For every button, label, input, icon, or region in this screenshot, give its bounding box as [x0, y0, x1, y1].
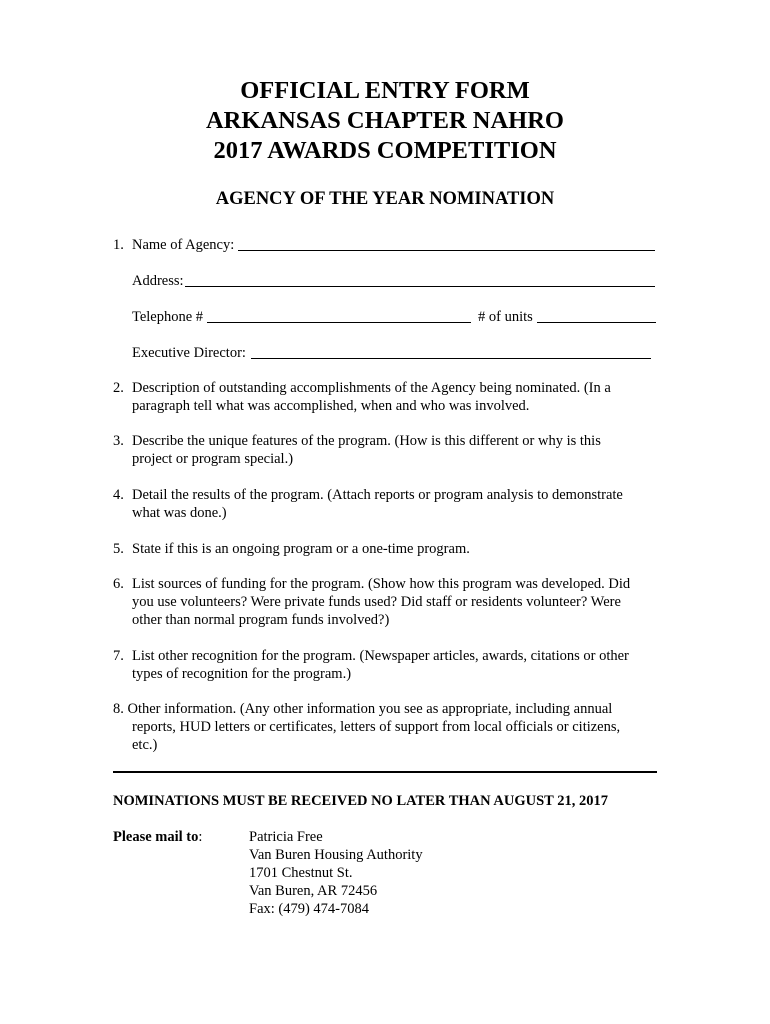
- item-8-text-line-3: etc.): [132, 737, 158, 753]
- item-7-text-line-2: types of recognition for the program.): [132, 666, 352, 682]
- item-3-number: 3.: [113, 433, 124, 449]
- item-7-number: 7.: [113, 648, 124, 664]
- mail-address-line-1: Patricia Free: [249, 829, 323, 845]
- mail-address-line-2: Van Buren Housing Authority: [249, 847, 423, 863]
- mail-address-line-3: 1701 Chestnut St.: [249, 865, 353, 881]
- mail-to-colon: :: [198, 829, 203, 845]
- item-5-number: 5.: [113, 541, 124, 557]
- address-field[interactable]: [185, 286, 655, 287]
- mail-address-line-4: Van Buren, AR 72456: [249, 883, 378, 899]
- mail-to-label: [113, 828, 202, 846]
- item-2-number: 2.: [113, 380, 124, 396]
- item-4-text-line-2: what was done.): [132, 505, 227, 521]
- form-subtitle: AGENCY OF THE YEAR NOMINATION: [215, 189, 555, 209]
- item-6-number: 6.: [113, 576, 124, 592]
- executive-director-field[interactable]: [251, 358, 651, 359]
- form-title-line-1: OFFICIAL ENTRY FORM: [240, 77, 530, 104]
- item-3-text-line-1: Describe the unique features of the program. (How is this different or why is this: [132, 433, 601, 449]
- item-2-text-line-1: Description of outstanding accomplishments of the Agency being nominated. (In a: [132, 380, 611, 396]
- item-4-number: 4.: [113, 487, 124, 503]
- item-5-text-line-1: State if this is an ongoing program or a one-time program.: [132, 541, 470, 557]
- item-6-text-line-3: other than normal program funds involved?): [132, 612, 390, 628]
- deadline-notice: NOMINATIONS MUST BE RECEIVED NO LATER THAN AUGUST 21, 2017: [113, 793, 608, 809]
- mail-to-label-text: Please mail to: [113, 829, 199, 845]
- agency-name-field[interactable]: [238, 250, 655, 251]
- item-6-text-line-2: you use volunteers? Were private funds used? Did staff or residents volunteer? Were: [132, 594, 621, 610]
- form-title-line-3: 2017 AWARDS COMPETITION: [213, 137, 557, 164]
- address-label: Address:: [132, 273, 184, 289]
- section-divider: [113, 771, 657, 773]
- mail-fax-line: Fax: (479) 474-7084: [249, 901, 370, 917]
- executive-director-label: Executive Director:: [132, 345, 246, 361]
- item-2-text-line-2: paragraph tell what was accomplished, when and who was involved.: [132, 398, 530, 414]
- item-6-text-line-1: List sources of funding for the program. (Show how this program was developed. Did: [132, 576, 631, 592]
- item-3-text-line-2: project or program special.): [132, 451, 294, 467]
- item-7-text-line-1: List other recognition for the program. (Newspaper articles, awards, citations or other: [132, 648, 629, 664]
- form-title-line-2: ARKANSAS CHAPTER NAHRO: [205, 107, 564, 134]
- item-4-text-line-1: Detail the results of the program. (Attach reports or program analysis to demonstrate: [132, 487, 623, 503]
- agency-name-label: Name of Agency:: [132, 237, 235, 253]
- item-8-text-line-2: reports, HUD letters or certificates, letters of support from local officials or citizens,: [132, 719, 621, 735]
- telephone-field[interactable]: [207, 322, 471, 323]
- units-field[interactable]: [537, 322, 656, 323]
- item-8-text-line-1: 8. Other information. (Any other information you see as appropriate, including annual: [113, 701, 613, 717]
- units-label: # of units: [478, 309, 533, 325]
- telephone-label: Telephone #: [132, 309, 204, 325]
- item-1-number: 1.: [113, 237, 124, 253]
